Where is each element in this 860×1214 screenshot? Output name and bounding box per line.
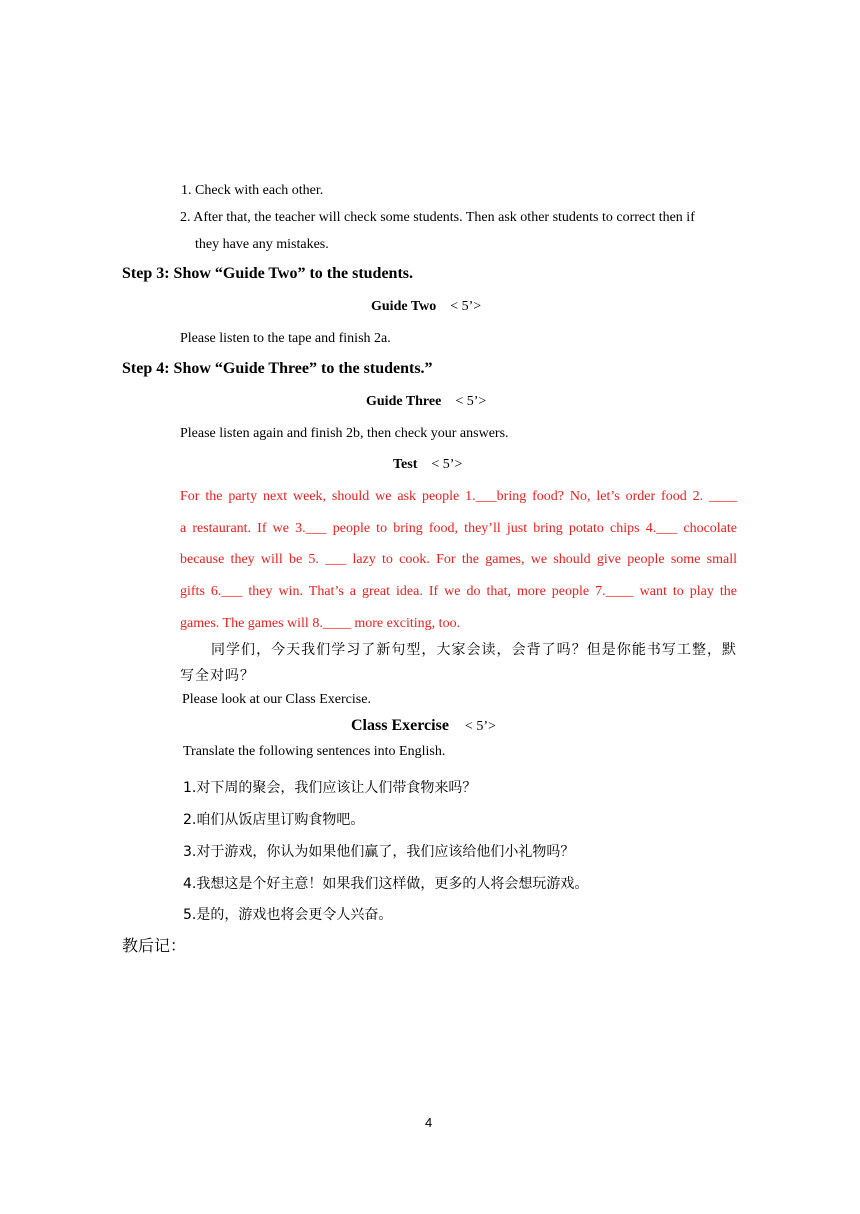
afterword-label: 教后记：	[122, 936, 187, 955]
check-item-2: 2. After that, the teacher will check some students. Then ask other students to correct then if	[180, 210, 695, 225]
guide-two-header	[371, 299, 481, 315]
test-header	[393, 457, 462, 473]
step4-heading: Step 4: Show “Guide Three” to the students.”	[122, 360, 433, 377]
check-item-1: 1. Check with each other.	[181, 183, 324, 198]
exercise-item-2: 2.咱们从饭店里订购食物吧。	[183, 812, 365, 828]
exercise-item-3: 3.对于游戏，你认为如果他们赢了，我们应该给他们小礼物吗？	[183, 844, 575, 860]
guide-three-time: < 5’>	[455, 394, 487, 409]
guide-two-time: < 5’>	[450, 299, 482, 314]
exercise-item-1: 1.对下周的聚会，我们应该让人们带食物来吗？	[183, 780, 477, 796]
test-line-5: games. The games will 8.____ more exciting, too.	[180, 616, 461, 631]
guide-two-title: Guide Two	[371, 299, 437, 314]
step4-instruction: Please listen again and finish 2b, then check your answers.	[180, 426, 509, 441]
step3-heading: Step 3: Show “Guide Two” to the students.	[122, 265, 414, 282]
guide-three-title: Guide Three	[366, 394, 442, 409]
class-exercise-instruction: Translate the following sentences into English.	[183, 744, 446, 759]
class-exercise-header	[351, 717, 496, 735]
chinese-intro-line-1: 同学们，今天我们学习了新句型，大家会读，会背了吗？但是你能书写工整，默	[211, 642, 737, 658]
test-line-4: gifts 6.___ they win. That’s a great idea. If we do that, more people 7.____ want to play the	[180, 584, 737, 599]
exercise-item-5: 5.是的，游戏也将会更令人兴奋。	[183, 907, 393, 923]
step3-instruction: Please listen to the tape and finish 2a.	[180, 331, 391, 346]
class-exercise-time: < 5’>	[464, 719, 496, 734]
chinese-intro-line-2: 写全对吗？	[180, 668, 255, 684]
test-line-1: For the party next week, should we ask people 1.___bring food? No, let’s order food 2. ____	[180, 489, 737, 504]
test-time: < 5’>	[431, 457, 463, 472]
test-title: Test	[393, 457, 418, 472]
guide-three-header	[366, 394, 486, 410]
class-exercise-prompt: Please look at our Class Exercise.	[182, 692, 371, 707]
exercise-item-4: 4.我想这是个好主意！如果我们这样做，更多的人将会想玩游戏。	[183, 876, 589, 892]
page-number: 4	[425, 1115, 433, 1130]
test-line-3: because they will be 5. ___ lazy to cook. For the games, we should give people some small	[180, 552, 737, 567]
test-line-2: a restaurant. If we 3.___ people to bring food, they’ll just bring potato chips 4.___ chocolate	[180, 521, 737, 536]
check-item-2-cont: they have any mistakes.	[195, 237, 329, 252]
class-exercise-title: Class Exercise	[351, 717, 449, 734]
